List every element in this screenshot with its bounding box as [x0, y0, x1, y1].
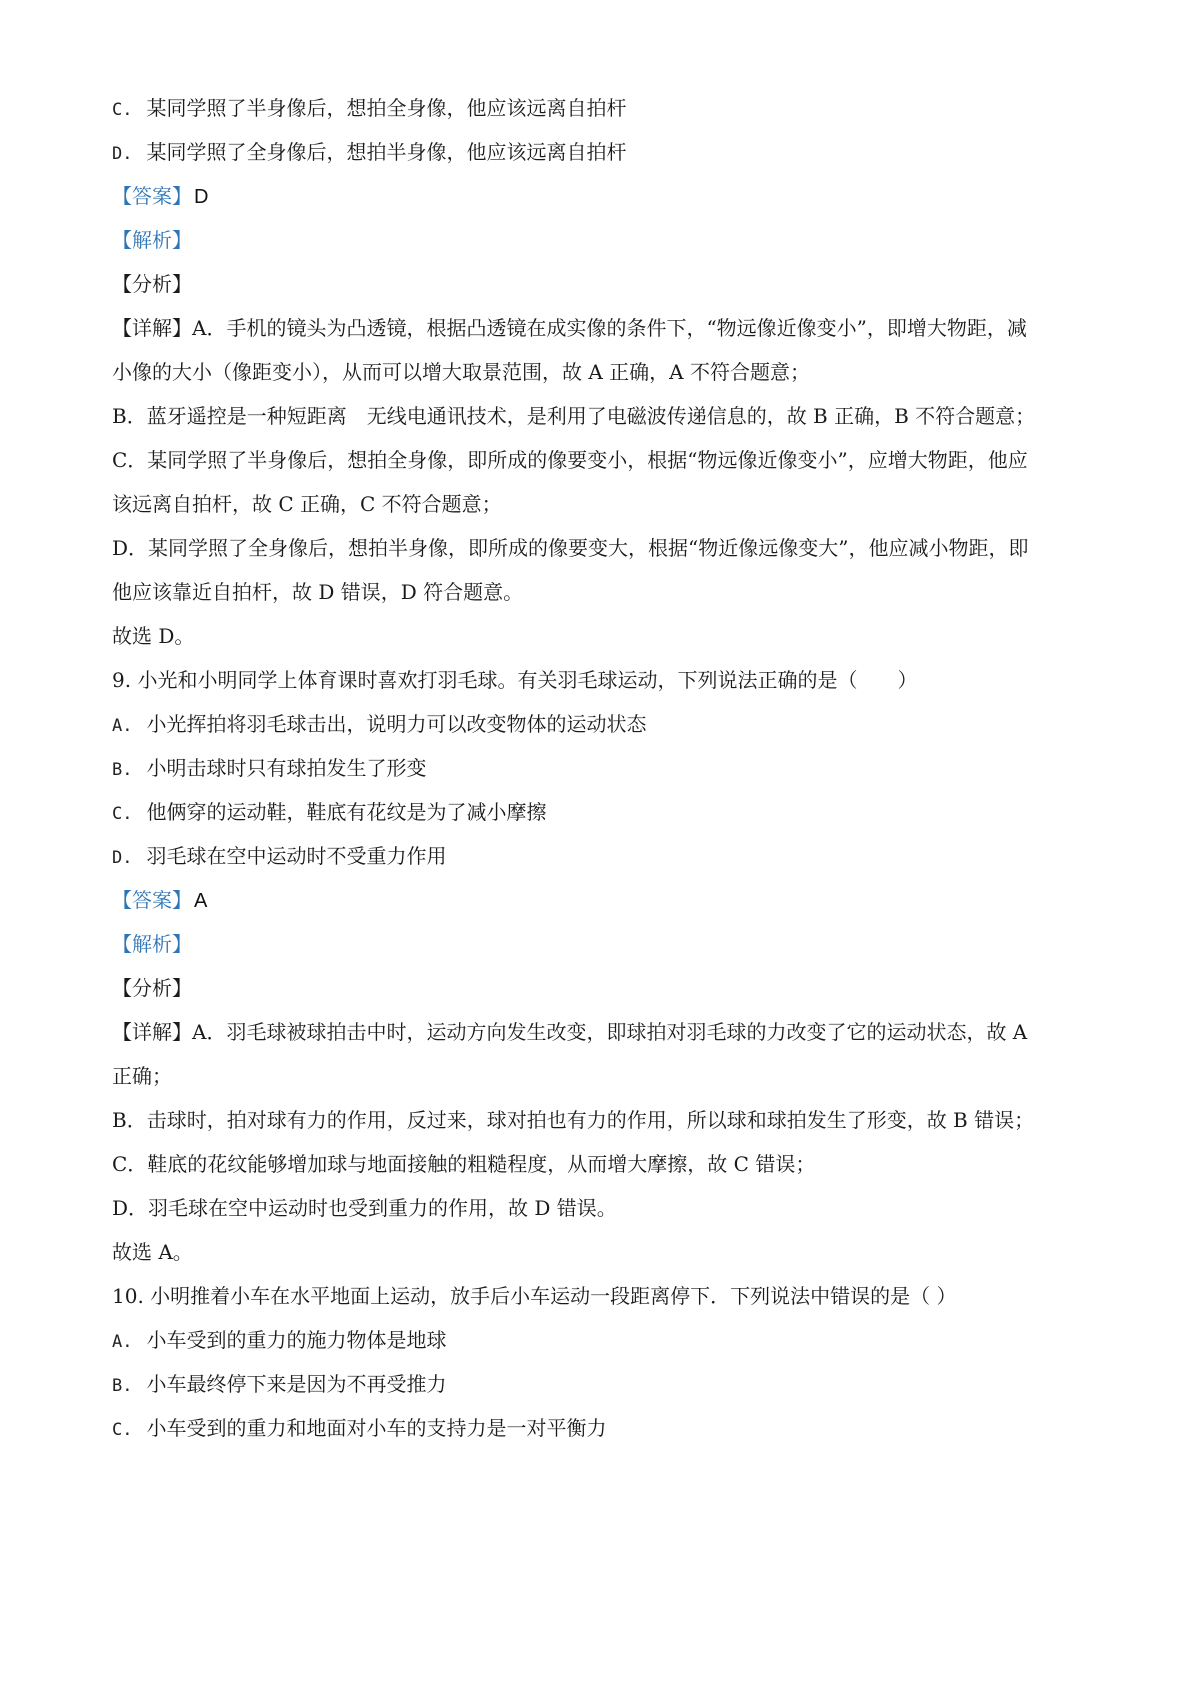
q9-option-d — [112, 841, 1102, 873]
q8-detail-a-line1 — [112, 313, 1102, 343]
q9-choice: 故选 A。 — [112, 1240, 193, 1264]
q10-stem: 10. 小明推着小车在水平地面上运动，放手后小车运动一段距离停下．下列说法中错误的是（ ） — [112, 1284, 957, 1308]
q9-detail-b: B．击球时，拍对球有力的作用，反过来，球对拍也有力的作用，所以球和球拍发生了形变，故 B 错误； — [112, 1108, 1035, 1132]
option-letter: A. — [112, 716, 133, 736]
detail-text: A．手机的镜头为凸透镜，根据凸透镜在成实像的条件下，“物远像近像变小”，即增大物距，减 — [192, 316, 1027, 340]
q8-detail-c-line1: C．某同学照了半身像后，想拍全身像，即所成的像要变小，根据“物远像近像变小”，应增大物距，他应 — [112, 448, 1028, 472]
option-letter: D. — [112, 144, 133, 164]
option-letter: B. — [112, 1376, 133, 1396]
q9-stem: 9. 小光和小明同学上体育课时喜欢打羽毛球。有关羽毛球运动，下列说法正确的是（ ） — [112, 668, 918, 692]
option-text: 某同学照了全身像后，想拍半身像，他应该远离自拍杆 — [146, 140, 627, 164]
option-letter: A. — [112, 1332, 133, 1352]
q9-option-a — [112, 709, 1102, 741]
option-text: 他俩穿的运动鞋，鞋底有花纹是为了减小摩擦 — [146, 800, 547, 824]
q8-detail-c-line2: 该远离自拍杆，故 C 正确，C 不符合题意； — [112, 492, 502, 516]
q8-analysis-label: 【解析】 — [112, 228, 192, 252]
q9-fenxi-label: 【分析】 — [112, 976, 192, 1000]
option-letter: C. — [112, 804, 133, 824]
option-text: 小明击球时只有球拍发生了形变 — [146, 756, 427, 780]
option-text: 某同学照了半身像后，想拍全身像，他应该远离自拍杆 — [146, 96, 627, 120]
answer-label: 【答案】 — [112, 184, 192, 208]
option-letter: C. — [112, 100, 133, 120]
option-text: 小车受到的重力和地面对小车的支持力是一对平衡力 — [146, 1416, 607, 1440]
answer-value: D — [194, 186, 209, 208]
option-letter: C. — [112, 1420, 133, 1440]
option-letter: B. — [112, 760, 133, 780]
option-text: 小光挥拍将羽毛球击出，说明力可以改变物体的运动状态 — [146, 712, 647, 736]
option-text: 小车最终停下来是因为不再受推力 — [146, 1372, 447, 1396]
q8-detail-d-line1: D．某同学照了全身像后，想拍半身像，即所成的像要变大，根据“物近像远像变大”，他应减小物距，即 — [112, 536, 1029, 560]
q9-analysis-label: 【解析】 — [112, 932, 192, 956]
q9-detail-a-line1 — [112, 1017, 1102, 1047]
answer-value: A — [194, 890, 208, 912]
q8-option-c — [112, 93, 1102, 125]
detail-text: A．羽毛球被球拍击中时，运动方向发生改变，即球拍对羽毛球的力改变了它的运动状态，故 A — [192, 1020, 1028, 1044]
detail-label: 【详解】 — [112, 316, 192, 340]
q9-option-c — [112, 797, 1102, 829]
q8-fenxi-label: 【分析】 — [112, 272, 192, 296]
q9-detail-a-line2: 正确； — [112, 1064, 172, 1088]
q10-option-c — [112, 1413, 1102, 1445]
q8-detail-d-line2: 他应该靠近自拍杆，故 D 错误，D 符合题意。 — [112, 580, 524, 604]
q9-detail-d: D．羽毛球在空中运动时也受到重力的作用，故 D 错误。 — [112, 1196, 617, 1220]
option-letter: D. — [112, 848, 133, 868]
q8-answer — [112, 181, 1102, 212]
q9-detail-c: C．鞋底的花纹能够增加球与地面接触的粗糙程度，从而增大摩擦，故 C 错误； — [112, 1152, 816, 1176]
answer-label: 【答案】 — [112, 888, 192, 912]
option-text: 小车受到的重力的施力物体是地球 — [146, 1328, 447, 1352]
option-text: 羽毛球在空中运动时不受重力作用 — [146, 844, 447, 868]
q9-answer — [112, 885, 1102, 916]
q9-option-b — [112, 753, 1102, 785]
q10-option-a — [112, 1325, 1102, 1357]
detail-label: 【详解】 — [112, 1020, 192, 1044]
q10-option-b — [112, 1369, 1102, 1401]
q8-detail-b: B．蓝牙遥控是一种短距离 无线电通讯技术，是利用了电磁波传递信息的，故 B 正确，B 不符合题意； — [112, 404, 1036, 428]
q8-choice: 故选 D。 — [112, 624, 195, 648]
q8-detail-a-line2: 小像的大小（像距变小），从而可以增大取景范围，故 A 正确，A 不符合题意； — [112, 360, 810, 384]
q8-option-d — [112, 137, 1102, 169]
